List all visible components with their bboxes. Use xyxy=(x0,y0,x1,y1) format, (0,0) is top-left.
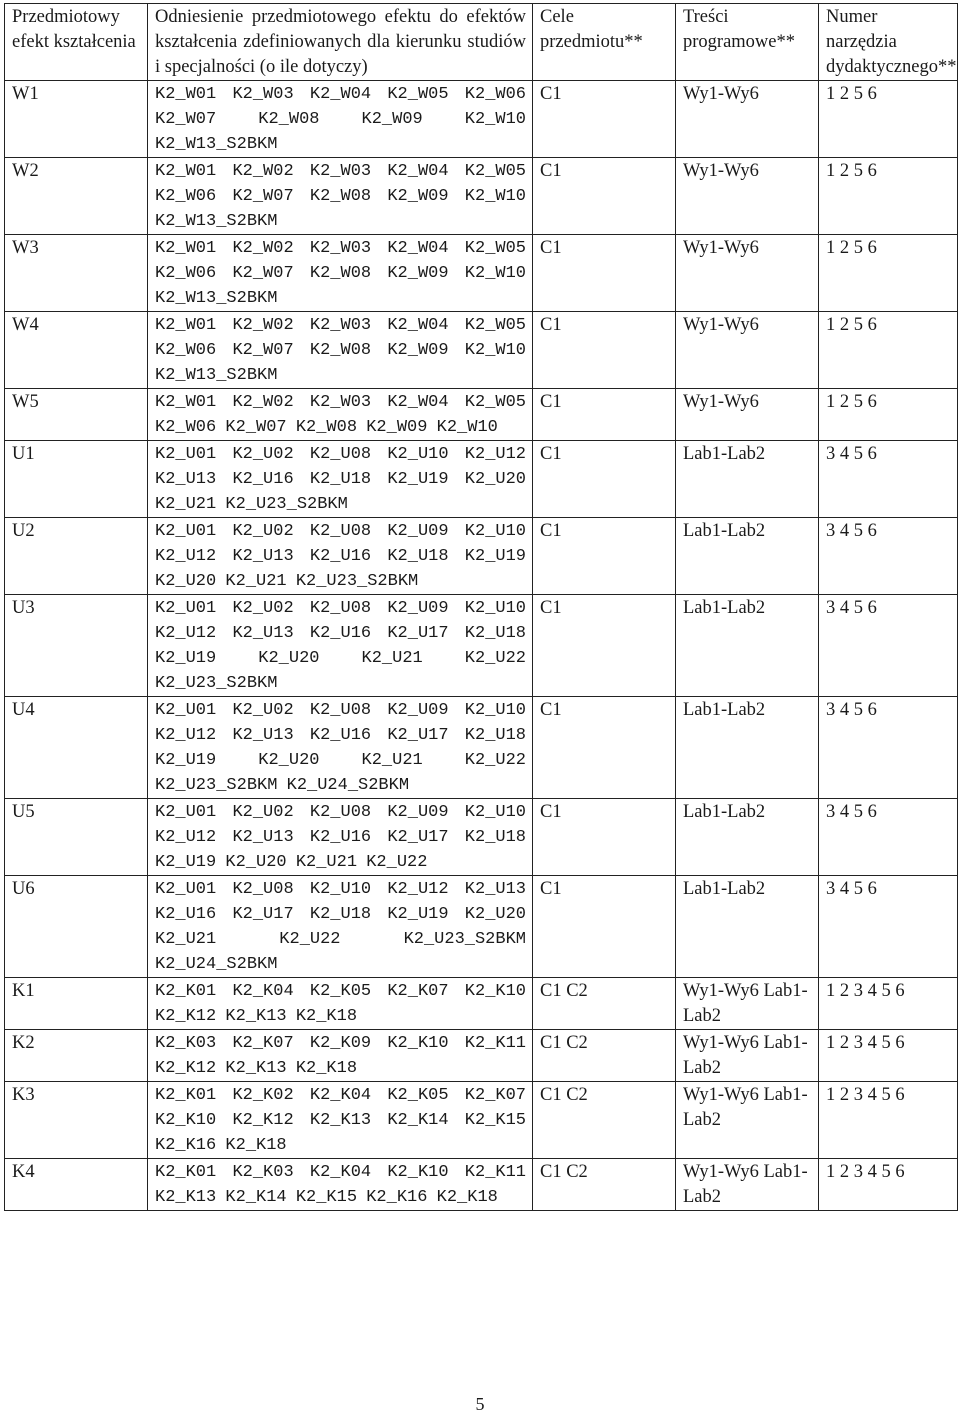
numer-cell: 3 4 5 6 xyxy=(819,697,958,799)
numer-cell: 1 2 3 4 5 6 xyxy=(819,1159,958,1211)
odniesienie-cell: K2_W01 K2_W02 K2_W03 K2_W04 K2_W05 K2_W06 K2_W07 K2_W08 K2_W09 K2_W10 K2_W13_S2BKM xyxy=(148,158,533,235)
numer-cell: 1 2 3 4 5 6 xyxy=(819,1030,958,1082)
tresci-cell: Wy1-Wy6 xyxy=(676,235,819,312)
table-row xyxy=(5,1030,958,1082)
cele-cell: C1 xyxy=(533,389,676,441)
numer-cell: 1 2 3 4 5 6 xyxy=(819,1082,958,1159)
tresci-cell: Lab1-Lab2 xyxy=(676,697,819,799)
tresci-cell: Wy1-Wy6 xyxy=(676,389,819,441)
header-cele: Cele przedmiotu** xyxy=(533,4,676,81)
odniesienie-cell: K2_U01 K2_U02 K2_U08 K2_U09 K2_U10 K2_U12 K2_U13 K2_U16 K2_U17 K2_U18 K2_U19 K2_U20 K2_U21 K2_U22 K2_U23_S2BKM K2_U24_S2BKM xyxy=(148,697,533,799)
numer-cell: 3 4 5 6 xyxy=(819,518,958,595)
numer-cell: 1 2 5 6 xyxy=(819,389,958,441)
tresci-cell: Lab1-Lab2 xyxy=(676,441,819,518)
cele-cell: C1 xyxy=(533,441,676,518)
odniesienie-cell: K2_W01 K2_W03 K2_W04 K2_W05 K2_W06 K2_W07 K2_W08 K2_W09 K2_W10 K2_W13_S2BKM xyxy=(148,81,533,158)
efekt-cell: U6 xyxy=(5,876,148,978)
tresci-cell: Wy1-Wy6 xyxy=(676,81,819,158)
table-row xyxy=(5,1082,958,1159)
tresci-cell: Wy1-Wy6 xyxy=(676,312,819,389)
odniesienie-cell: K2_U01 K2_U08 K2_U10 K2_U12 K2_U13 K2_U16 K2_U17 K2_U18 K2_U19 K2_U20 K2_U21 K2_U22 K2_U23_S2BKM K2_U24_S2BKM xyxy=(148,876,533,978)
table-row xyxy=(5,1159,958,1211)
tresci-cell: Wy1-Wy6 Lab1-Lab2 xyxy=(676,1159,819,1211)
tresci-cell: Lab1-Lab2 xyxy=(676,799,819,876)
header-tresci: Treści programowe** xyxy=(676,4,819,81)
header-numer: Numer narzędzia dydaktycznego** xyxy=(819,4,958,81)
table-row xyxy=(5,441,958,518)
tresci-cell: Wy1-Wy6 Lab1-Lab2 xyxy=(676,978,819,1030)
efekt-cell: U2 xyxy=(5,518,148,595)
tresci-cell: Wy1-Wy6 Lab1-Lab2 xyxy=(676,1030,819,1082)
cele-cell: C1 xyxy=(533,312,676,389)
odniesienie-cell: K2_U01 K2_U02 K2_U08 K2_U10 K2_U12 K2_U13 K2_U16 K2_U18 K2_U19 K2_U20 K2_U21 K2_U23_S2BKM xyxy=(148,441,533,518)
odniesienie-cell: K2_K01 K2_K04 K2_K05 K2_K07 K2_K10 K2_K12 K2_K13 K2_K18 xyxy=(148,978,533,1030)
cele-cell: C1 xyxy=(533,81,676,158)
cele-cell: C1 xyxy=(533,697,676,799)
table-row xyxy=(5,235,958,312)
efekt-cell: W1 xyxy=(5,81,148,158)
cele-cell: C1 xyxy=(533,518,676,595)
numer-cell: 1 2 5 6 xyxy=(819,312,958,389)
efekt-cell: U5 xyxy=(5,799,148,876)
header-odniesienie: Odniesienie przedmiotowego efektu do efektów kształcenia zdefiniowanych dla kierunku studiów i specjalności (o ile dotyczy) xyxy=(148,4,533,81)
numer-cell: 1 2 3 4 5 6 xyxy=(819,978,958,1030)
numer-cell: 1 2 5 6 xyxy=(819,81,958,158)
table-row xyxy=(5,389,958,441)
tresci-cell: Wy1-Wy6 xyxy=(676,158,819,235)
efekt-cell: K2 xyxy=(5,1030,148,1082)
odniesienie-cell: K2_U01 K2_U02 K2_U08 K2_U09 K2_U10 K2_U12 K2_U13 K2_U16 K2_U17 K2_U18 K2_U19 K2_U20 K2_U21 K2_U22 K2_U23_S2BKM xyxy=(148,595,533,697)
odniesienie-cell: K2_U01 K2_U02 K2_U08 K2_U09 K2_U10 K2_U12 K2_U13 K2_U16 K2_U17 K2_U18 K2_U19 K2_U20 K2_U21 K2_U22 xyxy=(148,799,533,876)
efekt-cell: W2 xyxy=(5,158,148,235)
efekt-cell: K3 xyxy=(5,1082,148,1159)
tresci-cell: Wy1-Wy6 Lab1-Lab2 xyxy=(676,1082,819,1159)
numer-cell: 3 4 5 6 xyxy=(819,441,958,518)
numer-cell: 3 4 5 6 xyxy=(819,876,958,978)
numer-cell: 1 2 5 6 xyxy=(819,158,958,235)
numer-cell: 3 4 5 6 xyxy=(819,595,958,697)
odniesienie-cell: K2_W01 K2_W02 K2_W03 K2_W04 K2_W05 K2_W06 K2_W07 K2_W08 K2_W09 K2_W10 K2_W13_S2BKM xyxy=(148,312,533,389)
cele-cell: C1 C2 xyxy=(533,978,676,1030)
cele-cell: C1 xyxy=(533,595,676,697)
efekt-cell: U4 xyxy=(5,697,148,799)
table-row xyxy=(5,312,958,389)
tresci-cell: Lab1-Lab2 xyxy=(676,518,819,595)
efekt-cell: K4 xyxy=(5,1159,148,1211)
page-number: 5 xyxy=(475,1394,485,1414)
odniesienie-cell: K2_W01 K2_W02 K2_W03 K2_W04 K2_W05 K2_W06 K2_W07 K2_W08 K2_W09 K2_W10 K2_W13_S2BKM xyxy=(148,235,533,312)
table-header-row xyxy=(5,4,958,81)
table-row xyxy=(5,978,958,1030)
table-row xyxy=(5,158,958,235)
odniesienie-cell: K2_K03 K2_K07 K2_K09 K2_K10 K2_K11 K2_K12 K2_K13 K2_K18 xyxy=(148,1030,533,1082)
table-row xyxy=(5,518,958,595)
cele-cell: C1 C2 xyxy=(533,1030,676,1082)
table-row xyxy=(5,876,958,978)
table-row xyxy=(5,697,958,799)
table-row xyxy=(5,799,958,876)
cele-cell: C1 C2 xyxy=(533,1159,676,1211)
cele-cell: C1 C2 xyxy=(533,1082,676,1159)
efekt-cell: W5 xyxy=(5,389,148,441)
odniesienie-cell: K2_W01 K2_W02 K2_W03 K2_W04 K2_W05 K2_W06 K2_W07 K2_W08 K2_W09 K2_W10 xyxy=(148,389,533,441)
numer-cell: 3 4 5 6 xyxy=(819,799,958,876)
cele-cell: C1 xyxy=(533,799,676,876)
odniesienie-cell: K2_K01 K2_K02 K2_K04 K2_K05 K2_K07 K2_K10 K2_K12 K2_K13 K2_K14 K2_K15 K2_K16 K2_K18 xyxy=(148,1082,533,1159)
page xyxy=(4,3,957,1211)
header-efekt: Przedmiotowy efekt kształcenia xyxy=(5,4,148,81)
table-row xyxy=(5,81,958,158)
cele-cell: C1 xyxy=(533,235,676,312)
efekt-cell: W3 xyxy=(5,235,148,312)
efekt-cell: K1 xyxy=(5,978,148,1030)
table-row xyxy=(5,595,958,697)
learning-outcomes-table xyxy=(4,3,958,1211)
table-body xyxy=(5,81,958,1211)
cele-cell: C1 xyxy=(533,158,676,235)
tresci-cell: Lab1-Lab2 xyxy=(676,595,819,697)
cele-cell: C1 xyxy=(533,876,676,978)
tresci-cell: Lab1-Lab2 xyxy=(676,876,819,978)
numer-cell: 1 2 5 6 xyxy=(819,235,958,312)
efekt-cell: U3 xyxy=(5,595,148,697)
efekt-cell: U1 xyxy=(5,441,148,518)
odniesienie-cell: K2_U01 K2_U02 K2_U08 K2_U09 K2_U10 K2_U12 K2_U13 K2_U16 K2_U18 K2_U19 K2_U20 K2_U21 K2_U23_S2BKM xyxy=(148,518,533,595)
odniesienie-cell: K2_K01 K2_K03 K2_K04 K2_K10 K2_K11 K2_K13 K2_K14 K2_K15 K2_K16 K2_K18 xyxy=(148,1159,533,1211)
efekt-cell: W4 xyxy=(5,312,148,389)
